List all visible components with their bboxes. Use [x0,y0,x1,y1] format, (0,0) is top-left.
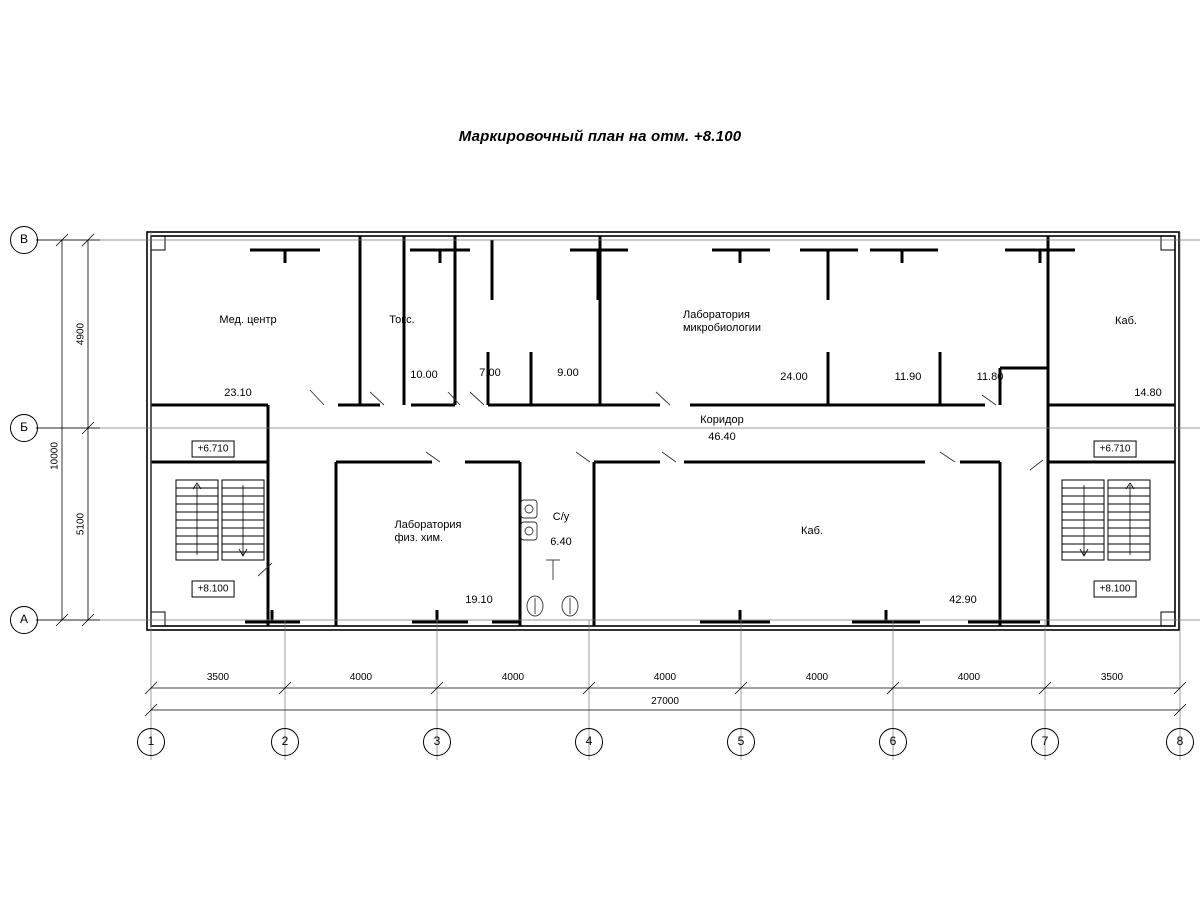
dim-h-2: 4000 [501,672,525,683]
room-label-kab-center: Каб. [801,525,823,537]
outer-walls [147,232,1179,630]
window-piers [245,240,1075,626]
room-area-toks: 10.00 [410,369,438,381]
dim-v-total: 10000 [49,442,61,470]
room-label-kab-right: Каб. [1115,315,1137,327]
dim-h-0: 3500 [206,672,230,683]
dim-h-5: 4000 [957,672,981,683]
axis-bubble-h-5: 6 [879,728,907,756]
door-swings [258,390,1043,576]
room-area-1190: 11.90 [894,371,922,383]
axis-bubble-h-3: 4 [575,728,603,756]
dimension-chain-left [36,234,100,626]
room-area-kab-center: 42.90 [949,594,977,606]
stair-left [176,480,264,560]
interior-walls [151,236,1175,626]
room-area-lab-micro: 24.00 [780,371,808,383]
room-area-lab-phys: 19.10 [465,594,493,606]
elevation-left-upper: +6.710 [192,441,235,458]
dim-v-1: 5100 [75,512,87,536]
axis-bubble-v-0: В [10,226,38,254]
axis-bubble-h-2: 3 [423,728,451,756]
dim-h-6: 3500 [1100,672,1124,683]
dim-h-1: 4000 [349,672,373,683]
dim-h-total: 27000 [651,696,679,707]
room-label-lab-micro: Лаборатория микробиологии [682,309,762,334]
corner-columns [151,236,1175,626]
room-label-lab-phys: Лаборатория физ. хим. [394,519,462,544]
dim-v-0: 4900 [75,322,87,346]
room-area-1180: 11.80 [976,371,1004,383]
room-area-wc: 6.40 [550,536,572,548]
dim-h-4: 4000 [805,672,829,683]
room-label-toks: Токс. [389,314,415,326]
axis-bubble-h-1: 2 [271,728,299,756]
page-title: Маркировочный план на отм. +8.100 [458,128,742,145]
elevation-right-lower: +8.100 [1094,581,1137,598]
room-area-corridor: 46.40 [708,431,736,443]
elevation-right-upper: +6.710 [1094,441,1137,458]
axis-bubble-v-2: А [10,606,38,634]
axis-bubble-h-6: 7 [1031,728,1059,756]
room-label-med-center: Мед. центр [219,314,277,326]
room-area-9: 9.00 [557,367,579,379]
room-area-7: 7.00 [479,367,501,379]
axis-bubble-h-0: 1 [137,728,165,756]
stair-right [1062,480,1150,560]
axis-bubble-h-4: 5 [727,728,755,756]
dim-h-3: 4000 [653,672,677,683]
room-label-corridor: Коридор [700,414,744,426]
axis-bubble-h-7: 8 [1166,728,1194,756]
elevation-left-lower: +8.100 [192,581,235,598]
room-area-med-center: 23.10 [224,387,252,399]
room-label-wc: С/у [552,511,570,523]
room-area-kab-right: 14.80 [1134,387,1162,399]
axis-bubble-v-1: Б [10,414,38,442]
